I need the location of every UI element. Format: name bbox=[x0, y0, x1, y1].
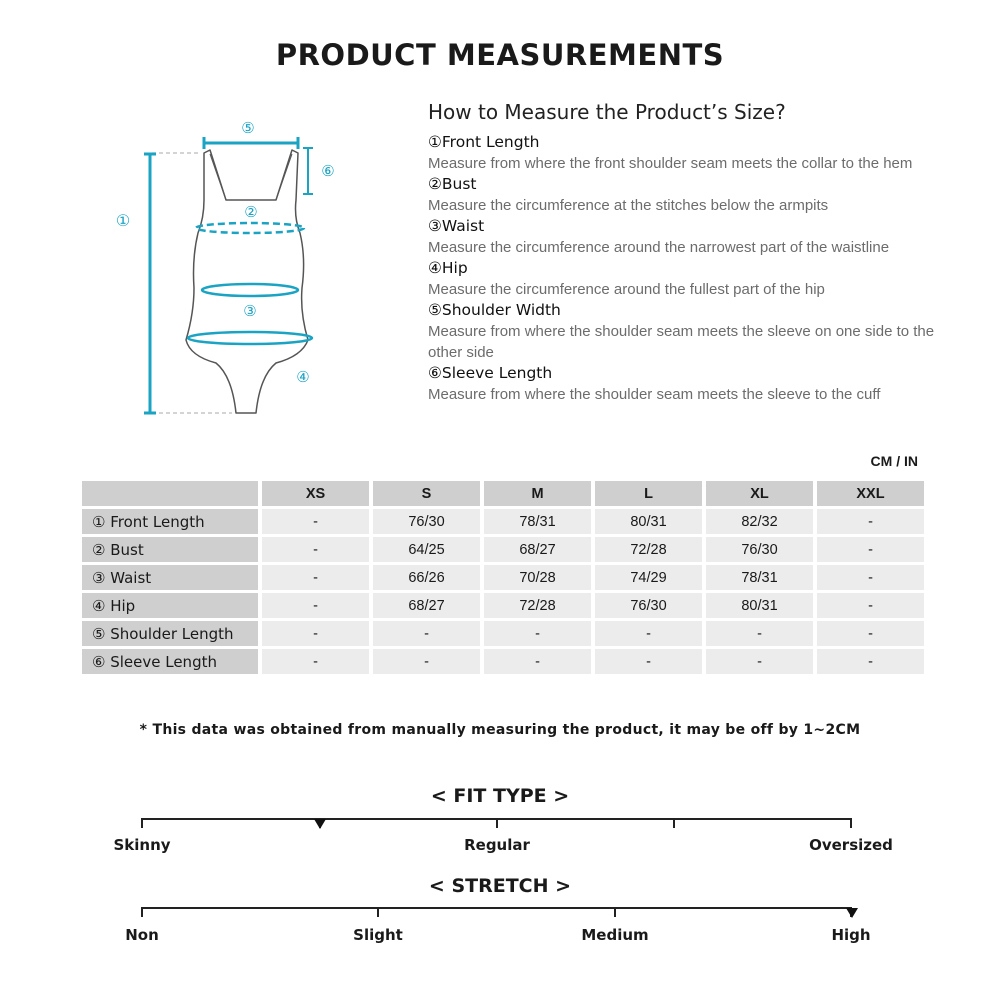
fit-label-skinny: Skinny bbox=[113, 836, 171, 854]
diagram-label-5: ⑤ bbox=[241, 120, 255, 137]
guide-item bbox=[428, 216, 968, 258]
table-cell: - bbox=[706, 649, 813, 674]
fit-label-regular: Regular bbox=[464, 836, 530, 854]
unit-label: CM / IN bbox=[870, 453, 918, 469]
diagram-label-6: ⑥ bbox=[321, 163, 335, 180]
table-cell: 76/30 bbox=[595, 593, 702, 618]
fit-tick bbox=[496, 818, 498, 828]
table-corner bbox=[82, 481, 258, 506]
table-cell: 76/30 bbox=[373, 509, 480, 534]
table-cell: 74/29 bbox=[595, 565, 702, 590]
guide-item-title: ④Hip bbox=[428, 259, 468, 277]
table-cell: - bbox=[262, 537, 369, 562]
table-cell: 70/28 bbox=[484, 565, 591, 590]
table-cell: - bbox=[817, 509, 924, 534]
table-cell: 82/32 bbox=[706, 509, 813, 534]
table-cell: - bbox=[595, 649, 702, 674]
guide-item-desc: Measure from where the shoulder seam meets the sleeve to the cuff bbox=[428, 386, 881, 403]
table-cell: - bbox=[817, 537, 924, 562]
guide-item-title: ⑥Sleeve Length bbox=[428, 364, 553, 382]
measure-guide bbox=[428, 100, 968, 405]
footnote: * This data was obtained from manually measuring the product, it may be off by 1~2CM bbox=[139, 722, 861, 738]
table-cell: - bbox=[373, 621, 480, 646]
stretch-line bbox=[142, 907, 852, 909]
table-cell: - bbox=[817, 621, 924, 646]
guide-item bbox=[428, 258, 968, 300]
fit-type-title: < FIT TYPE > bbox=[430, 785, 570, 807]
table-row bbox=[82, 537, 924, 562]
table-cell: - bbox=[817, 593, 924, 618]
fit-tick bbox=[673, 818, 675, 828]
fit-marker-icon bbox=[314, 819, 326, 829]
table-cell: 72/28 bbox=[484, 593, 591, 618]
stretch-label-slight: Slight bbox=[353, 926, 403, 944]
table-cell: - bbox=[484, 621, 591, 646]
table-cell: 78/31 bbox=[484, 509, 591, 534]
stretch-label-medium: Medium bbox=[581, 926, 649, 944]
table-row bbox=[82, 565, 924, 590]
row-label: ③ Waist bbox=[82, 565, 258, 590]
swimsuit-diagram bbox=[100, 108, 360, 428]
stretch-tick bbox=[141, 907, 143, 917]
table-cell: 80/31 bbox=[595, 509, 702, 534]
table-row bbox=[82, 593, 924, 618]
size-header: XS bbox=[262, 481, 369, 506]
table-row bbox=[82, 649, 924, 674]
diagram-label-3: ③ bbox=[243, 303, 257, 320]
fit-tick bbox=[850, 818, 852, 828]
table-cell: - bbox=[262, 565, 369, 590]
table-cell: 68/27 bbox=[484, 537, 591, 562]
table-cell: - bbox=[817, 565, 924, 590]
stretch-marker-icon bbox=[846, 908, 858, 918]
size-header: M bbox=[484, 481, 591, 506]
table-header-row bbox=[82, 481, 924, 506]
size-header: S bbox=[373, 481, 480, 506]
table-cell: - bbox=[262, 593, 369, 618]
guide-item-title: ②Bust bbox=[428, 175, 477, 193]
guide-item-title: ③Waist bbox=[428, 217, 485, 235]
table-cell: - bbox=[595, 621, 702, 646]
table-cell: - bbox=[262, 649, 369, 674]
table-cell: - bbox=[817, 649, 924, 674]
stretch-tick bbox=[377, 907, 379, 917]
page-title: PRODUCT MEASUREMENTS bbox=[275, 38, 725, 72]
stretch-label-non: Non bbox=[125, 926, 159, 944]
table-cell: - bbox=[706, 621, 813, 646]
fit-label-oversized: Oversized bbox=[809, 836, 893, 854]
guide-item bbox=[428, 363, 968, 405]
stretch-tick bbox=[614, 907, 616, 917]
table-cell: - bbox=[262, 509, 369, 534]
table-cell: - bbox=[373, 649, 480, 674]
guide-item-desc: Measure the circumference at the stitches below the armpits bbox=[428, 197, 829, 214]
guide-item bbox=[428, 132, 968, 174]
guide-heading: How to Measure the Product’s Size? bbox=[428, 100, 786, 124]
diagram-label-1: ① bbox=[115, 213, 131, 230]
stretch-title: < STRETCH > bbox=[428, 875, 572, 897]
guide-item bbox=[428, 300, 968, 363]
table-cell: 66/26 bbox=[373, 565, 480, 590]
row-label: ① Front Length bbox=[82, 509, 258, 534]
stretch-label-high: High bbox=[831, 926, 871, 944]
fit-tick bbox=[141, 818, 143, 828]
row-label: ④ Hip bbox=[82, 593, 258, 618]
row-label: ② Bust bbox=[82, 537, 258, 562]
table-cell: - bbox=[484, 649, 591, 674]
table-cell: 78/31 bbox=[706, 565, 813, 590]
guide-item-title: ①Front Length bbox=[428, 133, 540, 151]
row-label: ⑤ Shoulder Length bbox=[82, 621, 258, 646]
table-row bbox=[82, 621, 924, 646]
size-header: XL bbox=[706, 481, 813, 506]
table-row bbox=[82, 509, 924, 534]
guide-item-desc: Measure from where the shoulder seam meets the sleeve on one side to the other side bbox=[428, 323, 935, 361]
guide-item bbox=[428, 174, 968, 216]
guide-item-desc: Measure the circumference around the narrowest part of the waistline bbox=[428, 239, 890, 256]
table-cell: 64/25 bbox=[373, 537, 480, 562]
size-table bbox=[78, 478, 928, 677]
diagram-label-2: ② bbox=[244, 204, 258, 221]
size-header: XXL bbox=[817, 481, 924, 506]
table-cell: 68/27 bbox=[373, 593, 480, 618]
guide-item-title: ⑤Shoulder Width bbox=[428, 301, 561, 319]
guide-item-desc: Measure from where the front shoulder seam meets the collar to the hem bbox=[428, 155, 913, 172]
table-cell: 72/28 bbox=[595, 537, 702, 562]
table-cell: 80/31 bbox=[706, 593, 813, 618]
table-cell: - bbox=[262, 621, 369, 646]
diagram-label-4: ④ bbox=[296, 369, 310, 386]
size-header: L bbox=[595, 481, 702, 506]
guide-item-desc: Measure the circumference around the fullest part of the hip bbox=[428, 281, 825, 298]
row-label: ⑥ Sleeve Length bbox=[82, 649, 258, 674]
table-cell: 76/30 bbox=[706, 537, 813, 562]
